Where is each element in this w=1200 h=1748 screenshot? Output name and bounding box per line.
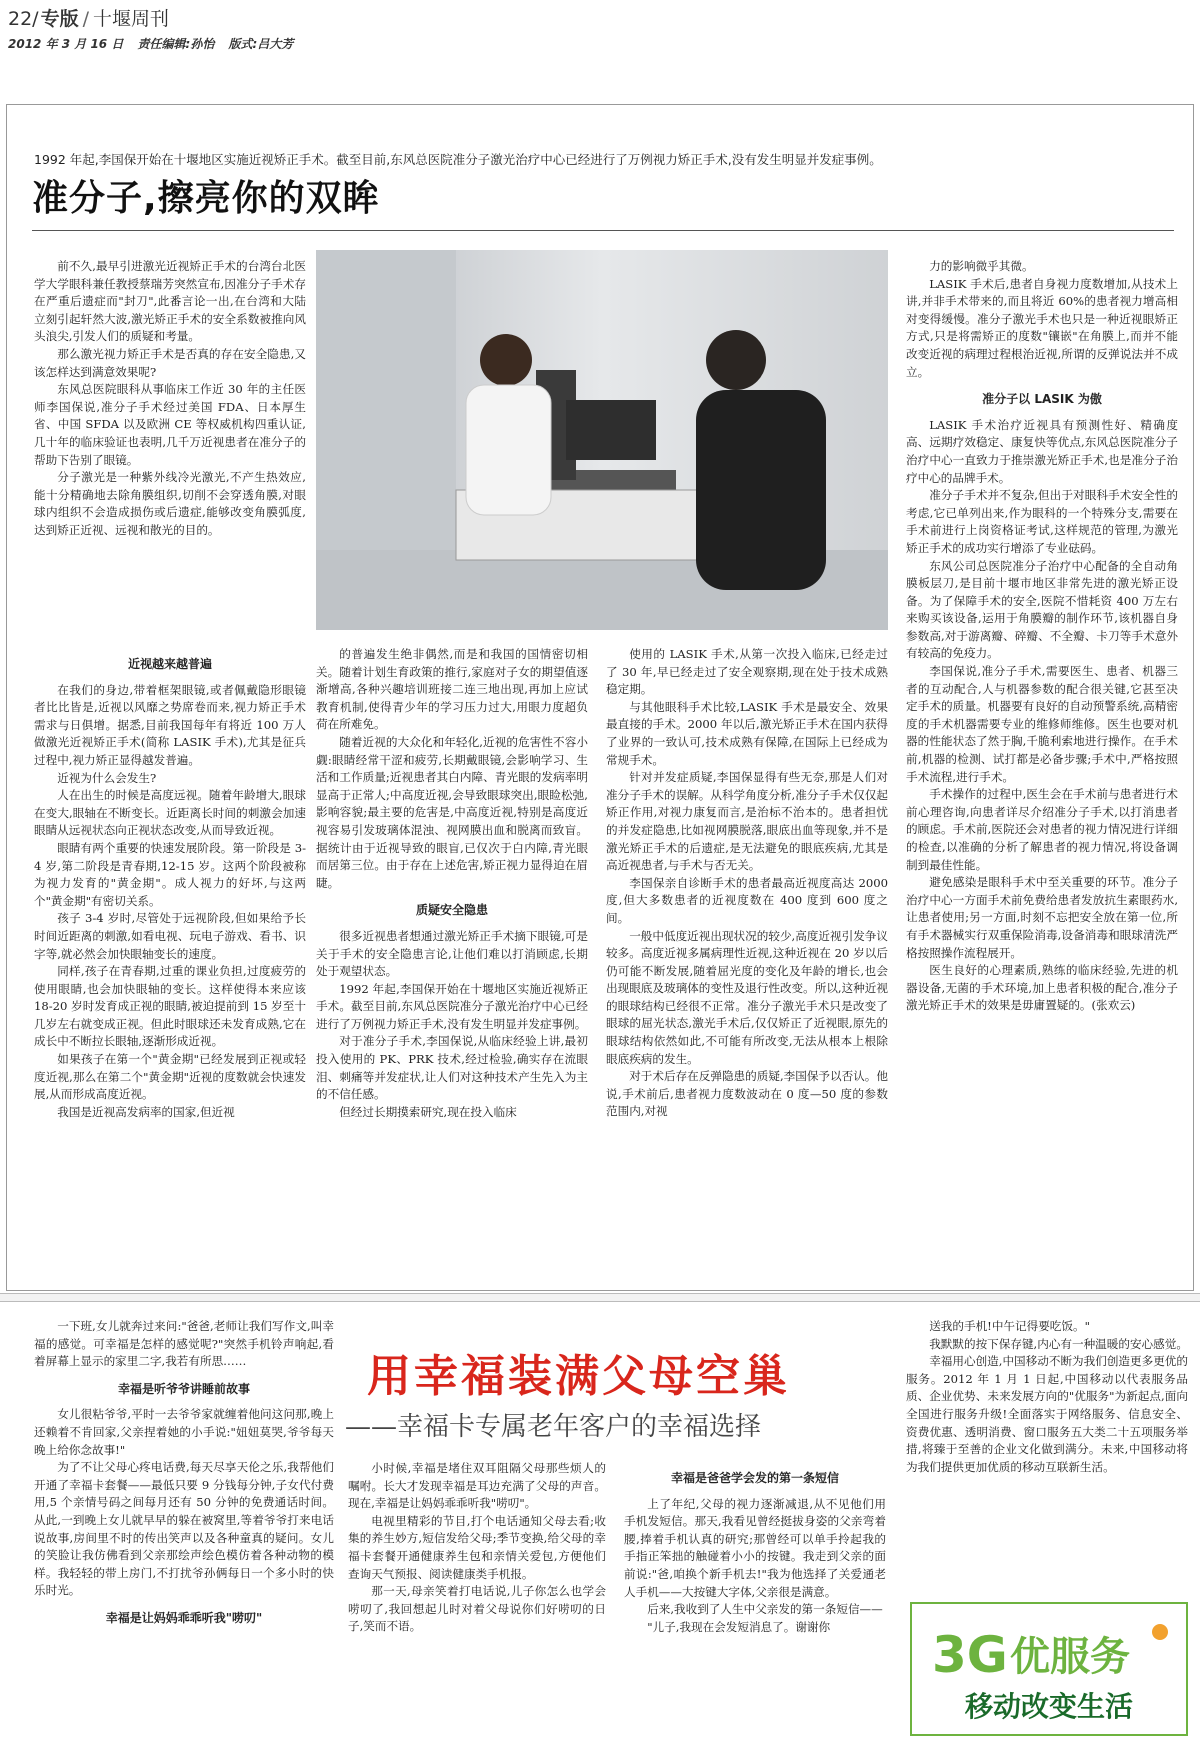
article2-paragraph: 送我的手机!中午记得要吃饭。" — [929, 1319, 1090, 1333]
article1-paragraph: 分子激光是一种紫外线冷光激光,不产生热效应,能十分精确地去除角膜组织,切削不会穿透角膜,对眼球内组织不会造成损伤或后遗症,能够改变角膜弧度,达到矫正近视、远视和散光的目的。 — [34, 470, 306, 537]
flower-icon — [1152, 1624, 1168, 1640]
article2-paragraph: 小时候,幸福是堵住双耳阻隔父母那些烦人的嘱咐。长大才发现幸福是耳边充满了父母的声音。现在,幸福是让妈妈乖乖听我"唠叨"。 — [348, 1461, 606, 1511]
article1-column-1b — [34, 646, 306, 1286]
subheading: 幸福是爸爸学会发的第一条短信 — [670, 1471, 839, 1485]
paper-name: 十堰周刊 — [93, 8, 170, 30]
article1-paragraph: 与其他眼科手术比较,LASIK 手术是最安全、效果最直接的手术。2000 年以后,激光矫正手术在国内获得了业界的一致认可,技术成熟有保障,在国际上已经成为常规手术。 — [606, 699, 888, 767]
subheading: 近视越来越普遍 — [127, 657, 212, 671]
article1-column-4 — [906, 258, 1178, 1286]
article1-paragraph: 避免感染是眼科手术中至关重要的环节。准分子治疗中心一方面手术前免费给患者发放抗生素眼药水,让患者使用;另一方面,时刻不忘把安全放在第一位,所有手术器械实行双重保险消毒,设备消毒和眼球清洗严格按照操作流程展开。 — [906, 875, 1178, 960]
subheading: 质疑安全隐患 — [415, 903, 488, 918]
section-name: 专版 — [40, 8, 79, 30]
masthead-title-line — [8, 4, 1192, 31]
logo-3g-text: 3G — [932, 1626, 1008, 1684]
article1-paragraph: 1992 年起,李国保开始在十堰地区实施近视矫正手术。截至目前,东风总医院准分子激光治疗中心已经进行了万例视力矫正手术,没有发生明显并发症事例。 — [316, 981, 588, 1031]
article1-paragraph: LASIK 手术治疗近视具有预测性好、精确度高、远期疗效稳定、康复快等优点,东风总医院准分子治疗中心一直致力于推崇激光矫正手术,也是准分子治疗中心的品牌手术。 — [906, 417, 1178, 485]
article1-paragraph: 近视为什么会发生? — [57, 770, 157, 785]
masthead — [8, 4, 1192, 58]
article1-paragraph: 很多近视患者想通过激光矫正手术摘下眼镜,可是关于手术的安全隐患言论,让他们难以打消顾虑,长期处于观望状态。 — [316, 928, 588, 979]
article2-paragraph: 那一天,母亲笑着打电话说,儿子你怎么也学会唠叨了,我回想起儿时对着父母说你们好唠叨的日子,笑而不语。 — [348, 1584, 606, 1634]
article1-paragraph: 手术操作的过程中,医生会在手术前与患者进行术前心理咨询,向患者详尽介绍准分子手术,以打消患者的顾虑。手术前,医院还会对患者的视力情况进行详细的检查,以准确的分析了解患者的视力情况,将设备调制到最佳性能。 — [906, 787, 1178, 872]
article-headline: 准分子,擦亮你的双眸 — [32, 178, 380, 219]
editor-credit: 责任编辑:孙怡 — [137, 37, 215, 51]
article2-paragraph: 幸福用心创造,中国移动不断为我们创造更多更优的服务。2012 年 1 月 1 日起,中国移动以代表服务品质、企业优势、未来发展方向的"优服务"为新起点,面向全国进行服务升级!全面落实于网络服务、信息安全、资费优惠、透明消费、窗口服务五大类二十五项服务举措,将臻于至善的企业文化做到满分。未来,中国移动将为我们提供更加优质的移动互联新生活。 — [906, 1354, 1188, 1474]
eye-exam-illustration — [316, 250, 888, 630]
ad-subheadline: ——幸福卡专属老年客户的幸福选择 — [345, 1412, 762, 1442]
article2-column-2 — [348, 1460, 606, 1746]
article1-paragraph: 李国保亲自诊断手术的患者最高近视度高达 2000 度,但大多数患者的近视度数在 400 度到 600 度之间。 — [606, 875, 888, 925]
subheading: 幸福是听爷爷讲睡前故事 — [117, 1381, 250, 1396]
article1-paragraph: 如果孩子在第一个"黄金期"已经发展到正视或轻度近视,那么在第二个"黄金期"近视的度数就会快速发展,从而形成高度近视。 — [34, 1052, 306, 1102]
headline-divider — [32, 230, 1174, 231]
issue-date: 2012 年 3 月 16 日 — [8, 37, 124, 51]
article1-paragraph: 针对并发症质疑,李国保显得有些无奈,那是人们对准分子手术的误解。从科学角度分析,准分子手术仅仅起矫正作用,对视力康复而言,是治标不治本的。患者担忧的并发症隐患,比如视网膜脱落,眼底出血等现象,并不是激光矫正手术的后遗症,是无法避免的眼底疾病,尤其是高近视患者,与手术与否无关。 — [606, 770, 888, 873]
eye-exam-photo — [316, 250, 888, 630]
article1-paragraph: 随着近视的大众化和年轻化,近视的危害性不容小觑:眼睛经常干涩和疲劳,长期戴眼镜,会影响学习、生活和工作质量;近视患者其白内障、青光眼的发病率明显高于正常人;中高度近视,会导致眼球突出,眼睑松弛,影响容貌;最主要的危害是,中高度近视,特别是高度近视容易引发玻璃体混浊、视网膜出血和脱离而致盲。据统计由于近视导致的眼盲,已仅次于白内障,青光眼而居第三位。由于存在上述危害,矫正视力显得迫在眉睫。 — [316, 734, 588, 890]
article2-paragraph: "儿子,我现在会发短消息了。谢谢你 — [647, 1619, 831, 1634]
article1-paragraph: 李国保说,准分子手术,需要医生、患者、机器三者的互动配合,人与机器参数的配合很关键,它甚至决定手术的质量。机器要有良好的自动预警系统,高精密度的手术机器需要专业的维修师维修。医生也要对机器的性能状态了然于胸,千脆利索地进行操作。在手术前,机器的检测、试打都是必备步骤;手术中,严格按照手术流程,进行手术。 — [906, 664, 1178, 784]
article2-column-4 — [906, 1318, 1188, 1600]
article1-paragraph: 一般中低度近视出现状况的较少,高度近视引发争议较多。高度近视多属病理性近视,这种近视在 20 岁以后仍可能不断发展,随着屈光度的变化及年龄的增长,也会出现眼底及玻璃体的变性及退行性改变。所以,这种近视的眼球结构已经很不正常。准分子激光手术只是改变了眼球的屈光状态,激光手术后,仅仅矫正了近视眼,原先的眼球结构依然如此,不可能有所改变,无法从根本上根除眼底疾病的发生。 — [606, 928, 888, 1066]
article1-paragraph: 同样,孩子在青春期,过重的课业负担,过度疲劳的使用眼睛,也会加快眼轴的变长。这样使得本来应该 18-20 岁时发育成正视的眼睛,被迫提前到 15 岁至十几岁左右就变成正视。但此时眼球还未发育成熟,它在成长中不断拉长眼轴,逐渐形成近视。 — [34, 964, 306, 1049]
article2-column-1 — [34, 1318, 334, 1746]
article1-paragraph: 东风总医院眼科从事临床工作近 30 年的主任医师李国保说,准分子手术经过美国 FDA、日本厚生省、中国 SFDA 以及欧洲 CE 等权威机构四重认证,几十年的临床验证也表明,几千万近视患者在准分子的帮助下告别了眼镜。 — [34, 382, 306, 467]
article1-paragraph: 使用的 LASIK 手术,从第一次投入临床,已经走过了 30 年,早已经走过了安全观察期,现在处于技术成熟稳定期。 — [606, 647, 888, 697]
article1-paragraph: 东风公司总医院准分子治疗中心配备的全自动角膜板层刀,是目前十堰市地区非常先进的激光矫正设备。为了保障手术的安全,医院不惜耗资 400 万左右来购买该设备,运用于角膜瓣的制作环节,该机器自身参数高,对于游离瓣、碎瓣、不全瓣、卡刀等手术意外有较高的免疫力。 — [906, 558, 1178, 661]
article1-paragraph: 力的影响微乎其微。 — [929, 259, 1034, 273]
article2-paragraph: 为了不让父母心疼电话费,每天尽享天伦之乐,我帮他们开通了幸福卡套餐——最低只要 9 分钱每分钟,子女代付费用,5 个亲情号码之间每月还有 50 分钟的免费通话时间。从此,一到晚上女儿就早早的躲在被窝里,等着爷爷打来电话说故事,房间里不时的传出笑声以及各种童真的疑问。女儿的笑脸让我仿佛看到父亲那绘声绘色模仿着各种动物的模样。我轻轻的带上房门,不打扰爷孙俩每日一个多小时的快乐时光。 — [34, 1460, 334, 1598]
mobile-service-logo — [910, 1602, 1188, 1736]
3g-logo-graphic — [912, 1604, 1186, 1734]
article2-column-3 — [624, 1460, 886, 1746]
article2-paragraph: 一下班,女儿就奔过来问:"爸爸,老师让我们写作文,叫幸福的感觉。可幸福是怎样的感觉呢?"突然手机铃声响起,看着屏幕上显示的家里二字,我若有所思…… — [34, 1319, 334, 1369]
logo-service-text: 优服务 — [1010, 1634, 1130, 1680]
article1-column-3 — [606, 646, 888, 1286]
ad-headline: 用幸福装满父母空巢 — [367, 1351, 790, 1402]
section-divider — [0, 1293, 1200, 1302]
article2-paragraph: 我默默的按下保存键,内心有一种温暖的安心感觉。 — [929, 1336, 1188, 1351]
article1-paragraph: 医生良好的心理素质,熟练的临床经验,先进的机器设备,无菌的手术环境,加上患者积极的配合,准分子激光矫正手术的效果是毋庸置疑的。(张欢云) — [906, 963, 1178, 1013]
article1-paragraph: 的普遍发生绝非偶然,而是和我国的国情密切相关。随着计划生育政策的推行,家庭对子女的期望值逐渐增高,各种兴趣培训班接二连三地出现,再加上应试教育机制,使得青少年的学习压力过大,用眼力度超负荷在所难免。 — [316, 647, 588, 732]
article2-paragraph: 女儿很粘爷爷,平时一去爷爷家就缠着他问这问那,晚上还赖着不肯回家,父亲捏着她的小手说:"妞妞莫哭,爷爷每天晚上给你念故事!" — [34, 1407, 334, 1457]
article2-paragraph: 上了年纪,父母的视力逐渐减退,从不见他们用手机发短信。那天,我看见曾经挺拔身姿的父亲弯着腰,捧着手机认真的研究;那曾经可以单手拎起我的手指正笨拙的触碰着小小的按键。我走到父亲的面前说:"爸,咱换个新手机去!"我为他选择了关爱通老人手机——大按键大字体,父亲很是满意。 — [624, 1496, 886, 1599]
article1-paragraph: 对于术后存在反弹隐患的质疑,李国保予以否认。他说,手术前后,患者视力度数波动在 0 度—50 度的参数范围内,对视 — [606, 1069, 888, 1119]
masthead-info-line — [8, 35, 1192, 52]
article1-column-2 — [316, 646, 588, 1286]
article1-paragraph: 前不久,最早引进激光近视矫正手术的台湾台北医学大学眼科兼任教授蔡瑞芳突然宣布,因准分子手术存在严重后遗症而"封刀",此番言论一出,在台湾和大陆立刻引起轩然大波,激光矫正手术的安全系数被推向风头浪尖,引发人们的质疑和考量。 — [34, 259, 306, 344]
article1-paragraph: 我国是近视高发病率的国家,但近视 — [57, 1104, 235, 1119]
article2-paragraph: 后来,我收到了人生中父亲发的第一条短信—— — [647, 1602, 883, 1617]
article1-column-1 — [34, 258, 306, 658]
article1-paragraph: 准分子手术并不复杂,但出于对眼科手术安全性的考虑,它已单列出来,作为眼科的一个特殊分支,需要在手术前进行上岗资格证考试,这样规范的管理,为激光矫正手术的成功实行增添了专业砝码。 — [906, 488, 1178, 555]
separator-slash: / — [82, 8, 89, 30]
subheading: 幸福是让妈妈乖乖听我"唠叨" — [105, 1610, 263, 1625]
article1-paragraph: 人在出生的时候是高度远视。随着年龄增大,眼球在变大,眼轴在不断变长。近距离长时间的刺激会加速眼睛从远视状态向正视状态改变,从而导致近视。 — [34, 788, 306, 838]
article1-paragraph: 那么激光视力矫正手术是否真的存在安全隐患,又该怎样达到满意效果呢? — [34, 346, 306, 379]
article1-paragraph: 在我们的身边,带着框架眼镜,或者佩戴隐形眼镜者比比皆是,近视以风靡之势席卷而来,视力矫正手术需求与日俱增。据悉,目前我国每年有将近 100 万人做激光近视矫正手术(简称 LASIK 手术),尤其是征兵过程中,视力矫正显得越发普遍。 — [34, 682, 306, 767]
article1-paragraph: LASIK 手术后,患者自身视力度数增加,从技术上讲,并非手术带来的,而且将近 60%的患者视力增高相对变得缓慢。准分子激光手术也只是一种近视眼矫正方式,只是将需矫正的度数"镶嵌"在角膜上,而并不能改变近视的病理过程根治近视,所谓的反弹说法并不成立。 — [906, 276, 1178, 379]
article1-paragraph: 眼睛有两个重要的快速发展阶段。第一阶段是 3-4 岁,第二阶段是青春期,12-15 岁。这两个阶段被称为视力发育的"黄金期"。成人视力的好坏,与这两个"黄金期"有密切关系。 — [34, 840, 306, 908]
article2-paragraph: 电视里精彩的节目,打个电话通知父母去看;收集的养生妙方,短信发给父母;季节变换,给父母的幸福卡套餐开通健康养生包和亲情关爱包,方便他们查询天气预报、阅读健康类手机报。 — [348, 1513, 606, 1581]
logo-slogan: 移动改变生活 — [964, 1690, 1134, 1723]
article1-paragraph: 孩子 3-4 岁时,尽管处于远视阶段,但如果给予长时间近距离的刺激,如看电视、玩电子游戏、看书、识字等,就必然会加快眼轴变长的速度。 — [34, 911, 306, 961]
layout-credit: 版式:吕大芳 — [228, 37, 294, 51]
article1-paragraph: 但经过长期摸索研究,现在投入临床 — [339, 1104, 517, 1119]
page-number: 22/ — [8, 8, 39, 30]
subheading: 准分子以 LASIK 为傲 — [982, 392, 1102, 407]
article1-paragraph: 对于准分子手术,李国保说,从临床经验上讲,最初投入使用的 PK、PRK 技术,经过检验,确实存在流眼泪、刺痛等并发症状,让人们对这种技术产生先入为主的不信任感。 — [316, 1034, 588, 1102]
article-lead: 1992 年起,李国保开始在十堰地区实施近视矫正手术。截至目前,东风总医院准分子激光治疗中心已经进行了万例视力矫正手术,没有发生明显并发症事例。 — [34, 152, 882, 167]
